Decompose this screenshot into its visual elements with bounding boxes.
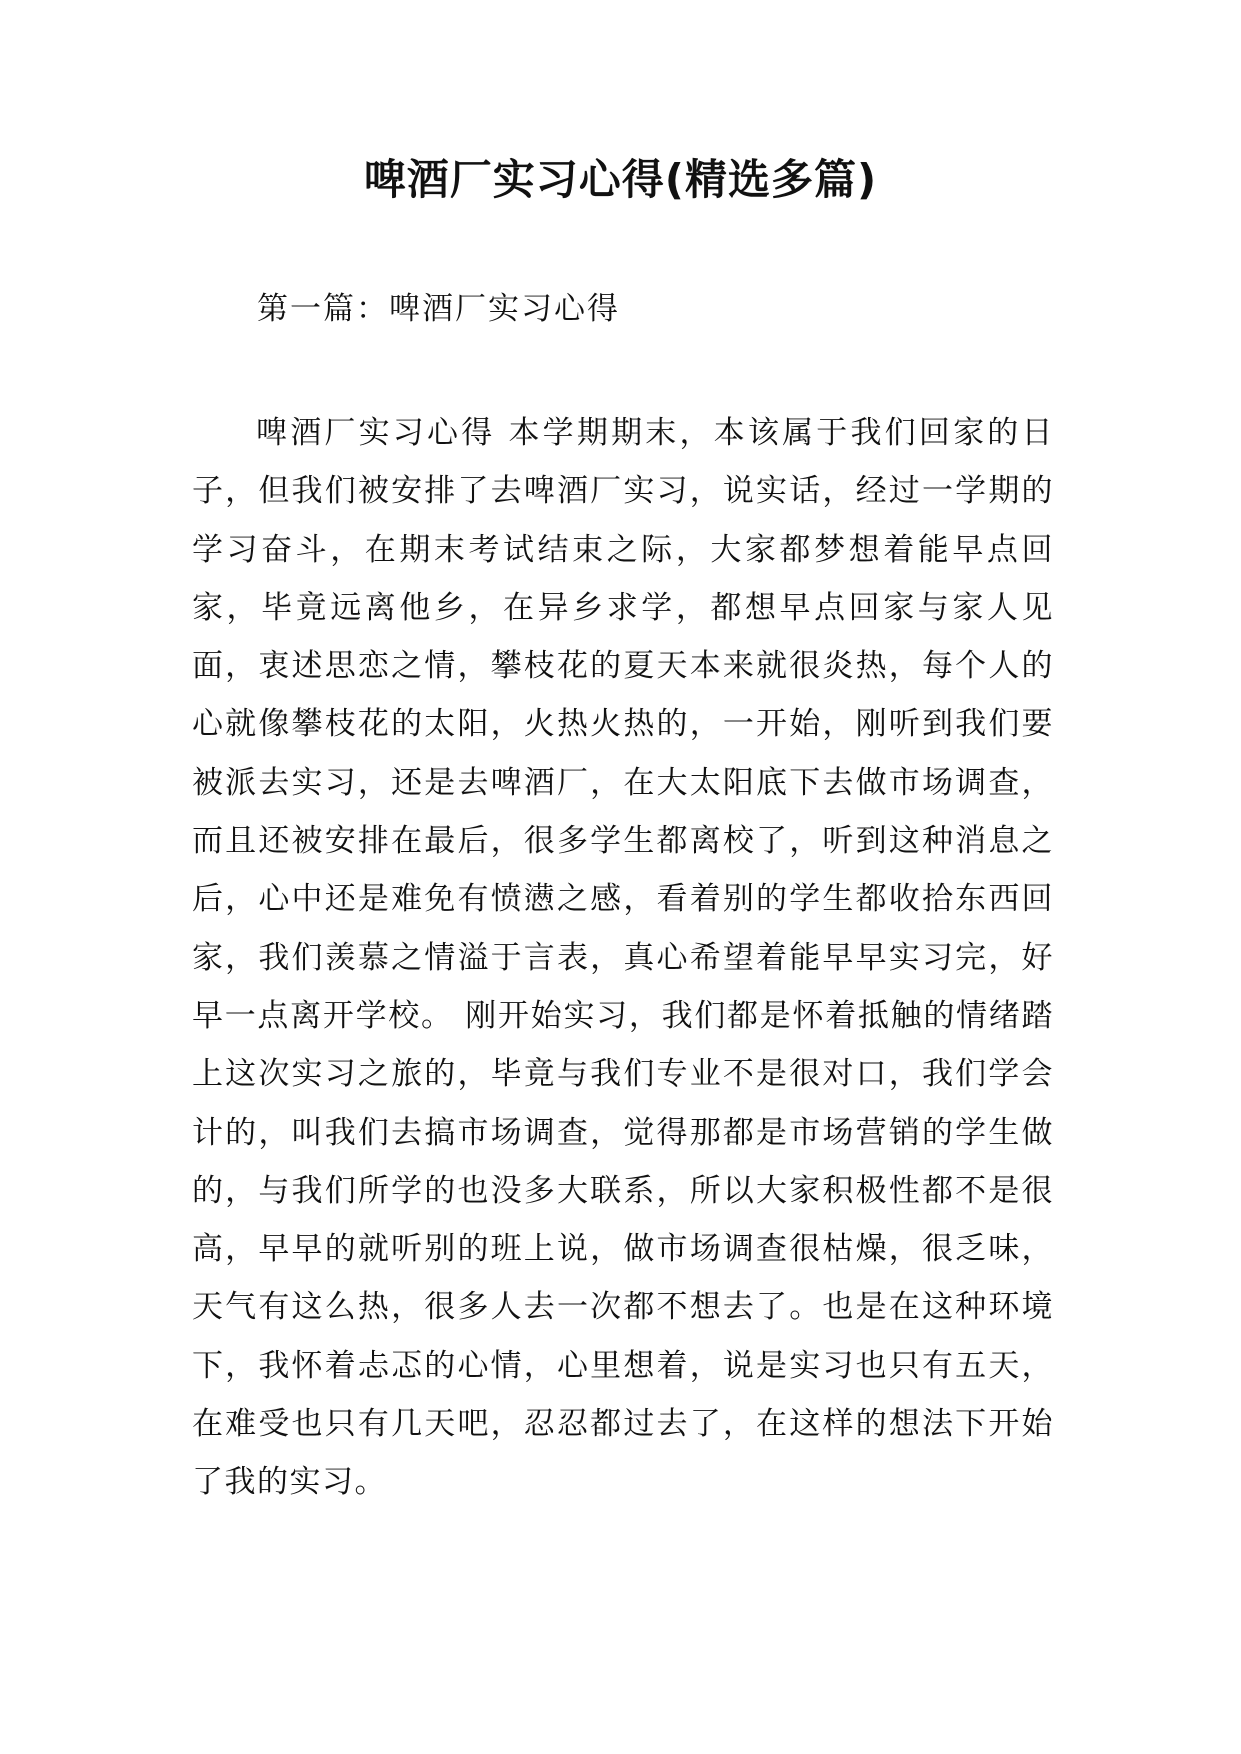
document-title: 啤酒厂实习心得(精选多篇): [363, 155, 878, 204]
section-heading: 第一篇：啤酒厂实习心得: [257, 291, 620, 327]
body-paragraph: 啤酒厂实习心得 本学期期末，本该属于我们回家的日子，但我们被安排了去啤酒厂实习，说实话，经过一学期的学习奋斗，在期末考试结束之际，大家都梦想着能早点回家，毕竟远离他乡，在异乡求学，都想早点回家与家人见面，衷述思恋之情，攀枝花的夏天本来就很炎热，每个人的心就像攀枝花的太阳，火热火热的，一开始，刚听到我们要被派去实习，还是去啤酒厂，在大太阳底下去做市场调查，而且还被安排在最后，很多学生都离校了，听到这种消息之后，心中还是难免有愤懑之感，看着别的学生都收拾东西回家，我们羡慕之情溢于言表，真心希望着能早早实习完，好早一点离开学校。 刚开始实习，我们都是怀着抵触的情绪踏上这次实习之旅的，毕竟与我们专业不是很对口，我们学会计的，叫我们去搞市场调查，觉得那都是市场营销的学生做的，与我们所学的也没多大联系，所以大家积极性都不是很高，早早的就听别的班上说，做市场调查很枯燥，很乏味，天气有这么热，很多人去一次都不想去了。也是在这种环境下，我怀着忐忑的心情，心里想着，说是实习也只有五天，在难受也只有几天吧，忍忍都过去了，在这样的想法下开始了我的实习。: [192, 415, 1054, 1501]
